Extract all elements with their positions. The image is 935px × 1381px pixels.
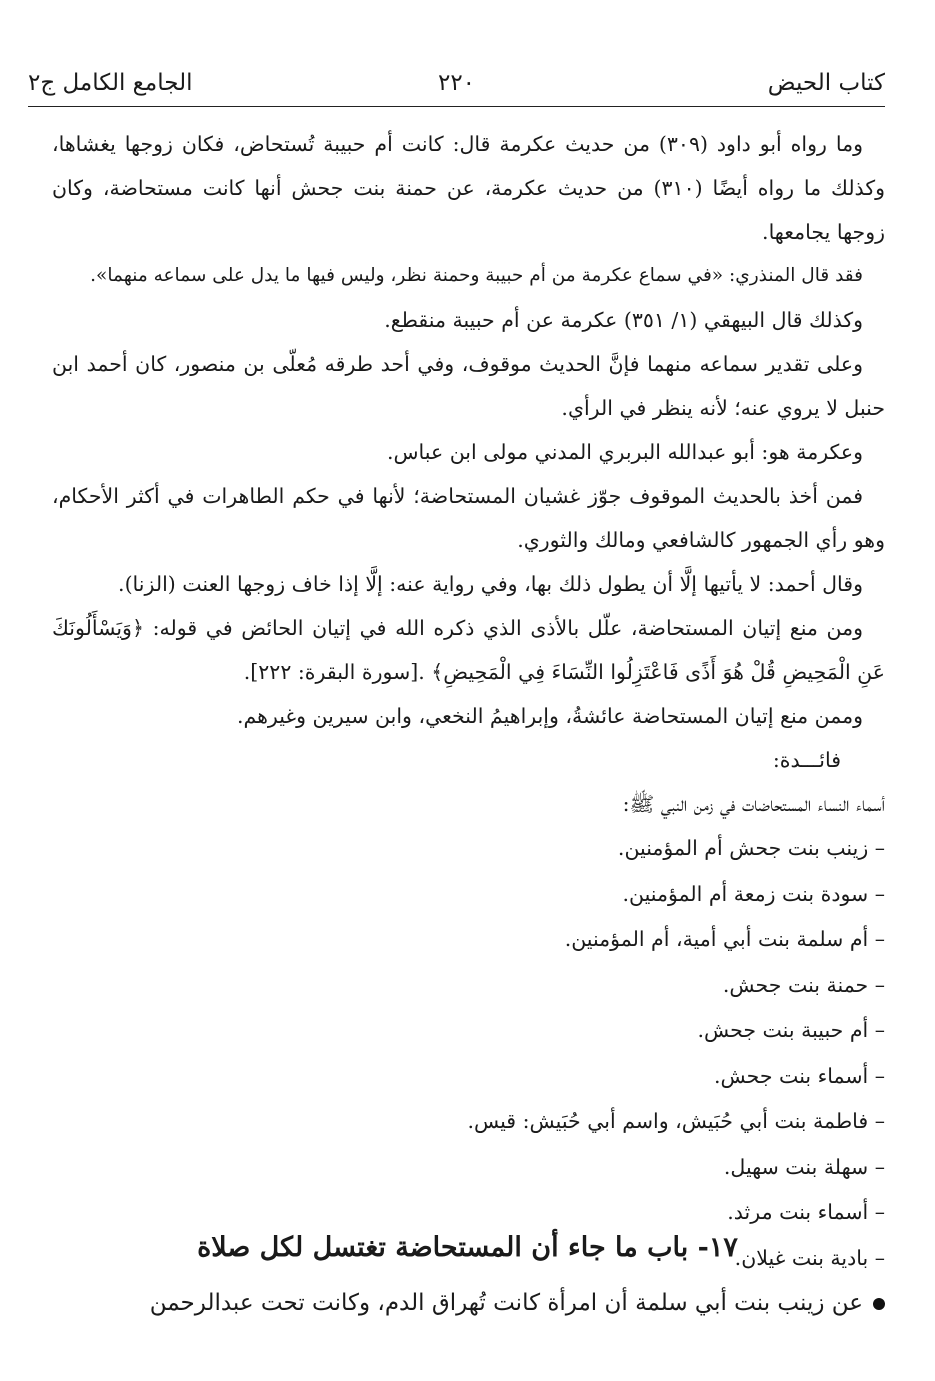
paragraph: فمن أخذ بالحديث الموقوف جوّز غشيان المستحاضة؛ لأنها في حكم الطاهرات في أكثر الأحكام، وهو رأي الجمهور كالشافعي ومالك والثوري. — [52, 484, 885, 552]
list-intro: أسماء النساء المستحاضات في زمن النبي ﷺ: — [622, 792, 885, 816]
list-item: – أسماء بنت جحش. — [52, 1054, 885, 1100]
list-item: – سهلة بنت سهيل. — [52, 1145, 885, 1191]
chapter-heading: ١٧- باب ما جاء أن المستحاضة تغتسل لكل صلاة — [197, 1232, 738, 1263]
list-item: – أم سلمة بنت أبي أمية، أم المؤمنين. — [52, 917, 885, 963]
list-item: – بادية بنت غيلان. — [52, 1236, 885, 1282]
page-number: ٢٢٠ — [437, 70, 476, 96]
paragraph-quran-verse: ومن منع إتيان المستحاضة، علّل بالأذى الذي ذكره الله في إتيان الحائض في قوله: ﴿وَيَسْأَلُونَكَ عَنِ الْمَحِيضِ قُلْ هُوَ أَذًى فَاعْتَزِلُوا النِّسَاءَ فِي الْمَحِيضِ﴾ .[سورة البقرة: ٢٢٢]. — [52, 616, 885, 684]
list-item: – زينب بنت جحش أم المؤمنين. — [52, 826, 885, 872]
paragraph-quote-mundhiri: فقد قال المنذري: «في سماع عكرمة من أم حبيبة وحمنة نظر، وليس فيها ما يدل على سماعه منهما». — [90, 265, 863, 286]
paragraph: وكذلك قال البيهقي (١/ ٣٥١) عكرمة عن أم حبيبة منقطع. — [384, 308, 863, 332]
hadith-line — [52, 1290, 885, 1316]
main-text — [52, 122, 885, 1281]
paragraph: وقال أحمد: لا يأتيها إلَّا أن يطول ذلك بها، وفي رواية عنه: إلَّا إذا خاف زوجها العنت (الزنا). — [118, 572, 863, 596]
list-item: – سودة بنت زمعة أم المؤمنين. — [52, 872, 885, 918]
header-book-title: كتاب الحيض — [767, 70, 885, 96]
header-series-title: الجامع الكامل ج٢ — [28, 70, 193, 96]
paragraph: وعكرمة هو: أبو عبدالله البربري المدني مولى ابن عباس. — [386, 440, 863, 464]
paragraph: وما رواه أبو داود (٣٠٩) من حديث عكرمة قال: كانت أم حبيبة تُستحاض، فكان زوجها يغشاها، وكذلك ما رواه أيضًا (٣١٠) من حديث عكرمة، عن حمنة بنت جحش أنها كانت مستحاضة، وكان زوجها يجامعها. — [52, 132, 885, 244]
paragraph: وعلى تقدير سماعه منهما فإنَّ الحديث موقوف، وفي أحد طرقه مُعلّى بن منصور، كان أحمد ابن حنبل لا يروي عنه؛ لأنه ينظر في الرأي. — [52, 352, 885, 420]
faida-label: فائـــدة: — [772, 748, 841, 772]
bullet-icon — [873, 1298, 885, 1310]
women-list — [52, 826, 885, 1281]
list-item: – حمنة بنت جحش. — [52, 963, 885, 1009]
hadith-text: عن زينب بنت أبي سلمة أن امرأة كانت تُهراق الدم، وكانت تحت عبدالرحمن — [149, 1290, 863, 1316]
paragraph: وممن منع إتيان المستحاضة عائشةُ، وإبراهيمُ النخعي، وابن سيرين وغيرهم. — [236, 704, 863, 728]
running-header — [28, 60, 885, 107]
list-item: – أم حبيبة بنت جحش. — [52, 1008, 885, 1054]
list-item: – فاطمة بنت أبي حُبَيش، واسم أبي حُبَيش: قيس. — [52, 1099, 885, 1145]
list-item: – أسماء بنت مرثد. — [52, 1190, 885, 1236]
